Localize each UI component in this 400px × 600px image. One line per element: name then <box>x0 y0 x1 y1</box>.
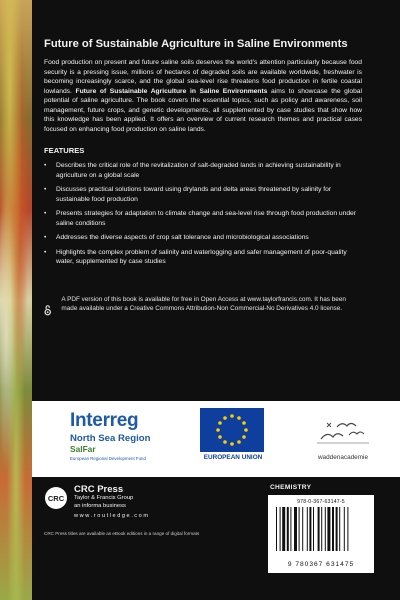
interreg-region: North Sea Region <box>70 433 151 444</box>
open-access-icon <box>44 299 51 321</box>
publisher-block <box>44 485 254 536</box>
barcode <box>268 495 374 573</box>
feature-text: Describes the critical role of the revitalization of salt-degraded lands in achieving sustainability in agriculture on a global scale <box>56 162 341 179</box>
features-list <box>44 161 362 267</box>
feature-item <box>44 161 362 180</box>
ebook-note: CRC Press titles are available as eBook editions in a range of digital formats <box>44 531 200 537</box>
feature-item <box>44 185 362 204</box>
feature-text: Highlights the complex problem of salinity and waterlogging and safer management of poor-quality water, supplemented by case studies <box>56 248 347 266</box>
eu-label: EUROPEAN UNION <box>203 454 263 461</box>
barcode-number: 9 780367 631475 <box>287 561 355 568</box>
description-part-1: Food production on present and future saline soils deserves the world’s attention particularly because food security is a pressing issue, millions of hectares of degraded soils are available worldwide, freshwater is becoming increasingly scarce, and the global sea-level rise threatens food production in fertile coastal lowlands. <box>44 59 362 95</box>
isbn-text: 978-0-367-63147-5 <box>297 499 345 505</box>
interreg-fund: European Regional Development Fund <box>70 456 146 461</box>
open-access-text: A PDF version of this book is available for free in Open Access at www.taylorfrancis.com. It has been made available under a Creative Commons Attribution-Non Commercial-No Derivatives 4.0 license. <box>61 296 346 313</box>
feature-text: Addresses the diverse aspects of crop salt tolerance and microbiological associations <box>56 234 309 242</box>
sponsor-logos <box>32 401 400 477</box>
crc-logo-text: CRC <box>47 494 65 504</box>
wadden-label: waddenacademie <box>317 454 369 461</box>
bullet-icon: • <box>44 162 47 170</box>
publisher-website: w w w . r o u t l e d g e . c o m <box>74 513 148 520</box>
eu-logo <box>200 408 266 461</box>
interreg-name: Interreg <box>70 410 139 431</box>
subject-category: CHEMISTRY <box>270 484 312 491</box>
crc-logo-icon <box>44 486 68 510</box>
open-access-notice <box>44 295 362 321</box>
description-bold-title: Future of Sustainable Agriculture in Saline Environments <box>75 87 268 95</box>
feature-item <box>44 248 362 267</box>
feature-item <box>44 233 362 243</box>
wadden-birds-icon <box>313 413 373 447</box>
back-cover-content <box>44 38 362 272</box>
wadden-logo <box>298 413 388 461</box>
barcode-bars-icon <box>268 505 374 555</box>
interreg-logo <box>70 410 190 461</box>
description-part-2: aims to showcase the global potential of saline agriculture. The book covers the essential topics, such as policy and awareness, soil management, future crops, and genetic developments, all supplemented by case studies that show how this knowledge has been applied. It offers an overview of current research themes and practical cases focused on enhancing food production on saline lands. <box>44 87 362 133</box>
features-heading: FEATURES <box>44 146 85 156</box>
eu-flag-icon <box>200 408 264 452</box>
publisher-name: CRC Press <box>74 484 124 495</box>
crc-text <box>74 485 133 511</box>
publisher-business: an informa business <box>74 503 126 510</box>
bullet-icon: • <box>44 234 47 242</box>
book-description <box>44 58 362 134</box>
cover-art-strip <box>0 0 32 600</box>
publisher-group: Taylor & Francis Group <box>74 495 134 502</box>
interreg-project: SalFar <box>70 444 96 454</box>
crc-logo-row <box>44 485 254 511</box>
feature-item <box>44 209 362 228</box>
bullet-icon: • <box>44 186 47 194</box>
feature-text: Discusses practical solutions toward using drylands and delta areas threatened by salinity for sustainable food production <box>56 186 332 203</box>
book-title: Future of Sustainable Agriculture in Saline Environments <box>44 38 348 50</box>
bullet-icon: • <box>44 248 47 256</box>
bullet-icon: • <box>44 210 47 218</box>
feature-text: Presents strategies for adaptation to climate change and sea-level rise through food production under saline conditions <box>56 210 357 227</box>
